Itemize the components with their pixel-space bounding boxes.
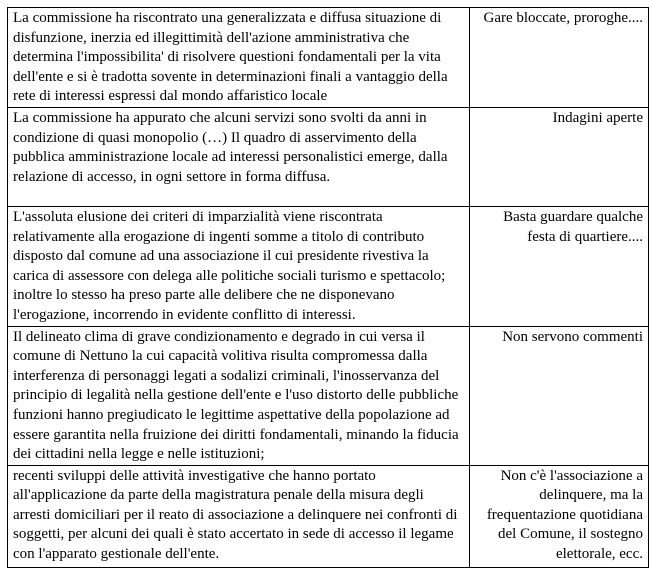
table-row (8, 326, 649, 465)
table-row (8, 206, 649, 326)
finding-quote-cell: recenti sviluppi delle attività investigative che hanno portato all'applicazione da parte della magistratura penale della misura degli arresti domiciliari per il reato di associazione a delinquere nei confronti di soggetti, per alcuni dei quali è stato accertato in sede di accesso il legame con l'apparato gestionale dell'ente. (8, 465, 470, 567)
commission-findings-table (7, 7, 649, 568)
comment-cell: Basta guardare qualche festa di quartiere.... (470, 206, 649, 326)
finding-quote-cell: La commissione ha riscontrato una generalizzata e diffusa situazione di disfunzione, inerzia ed illegittimità dell'azione amministrativa che determina l'impossibilita' di risolvere questioni fondamentali per la vita dell'ente e si è tradotta sovente in determinazioni finali a vantaggio della rete di interessi espressi dal mondo affaristico locale (8, 8, 470, 108)
finding-quote-cell: La commissione ha appurato che alcuni servizi sono svolti da anni in condizione di quasi monopolio (…) Il quadro di asservimento della pubblica amministrazione locale ad interessi personalistici emerge, dalla relazione di accesso, in ogni settore in forma diffusa. (8, 107, 470, 206)
finding-quote-cell: Il delineato clima di grave condizionamento e degrado in cui versa il comune di Nettuno la cui capacità volitiva risulta compromessa dalla interferenza di personaggi legati a sodalizi criminali, l'inosservanza del principio di legalità nella gestione dell'ente e l'uso distorto delle pubbliche funzioni hanno pregiudicato le legittime aspettative della popolazione ad essere garantita nella fruizione dei diritti fondamentali, minando la fiducia dei cittadini nella legge e nelle istituzioni; (8, 326, 470, 465)
comment-cell: Gare bloccate, proroghe.... (470, 8, 649, 108)
comment-cell: Non servono commenti (470, 326, 649, 465)
table-row (8, 465, 649, 567)
comment-cell: Non c'è l'associazione a delinquere, ma la frequentazione quotidiana del Comune, il sostegno elettorale, ecc. (470, 465, 649, 567)
finding-quote-cell: L'assoluta elusione dei criteri di imparzialità viene riscontrata relativamente alla erogazione di ingenti somme a titolo di contributo disposto dal comune ad una associazione il cui presidente rivestiva la carica di assessore con delega alle politiche sociali turismo e spettacolo; inoltre lo stesso ha preso parte alle delibere che ne disponevano l'erogazione, incorrendo in evidente conflitto di interessi. (8, 206, 470, 326)
table-row (8, 8, 649, 108)
table-row (8, 107, 649, 206)
comment-cell: Indagini aperte (470, 107, 649, 206)
